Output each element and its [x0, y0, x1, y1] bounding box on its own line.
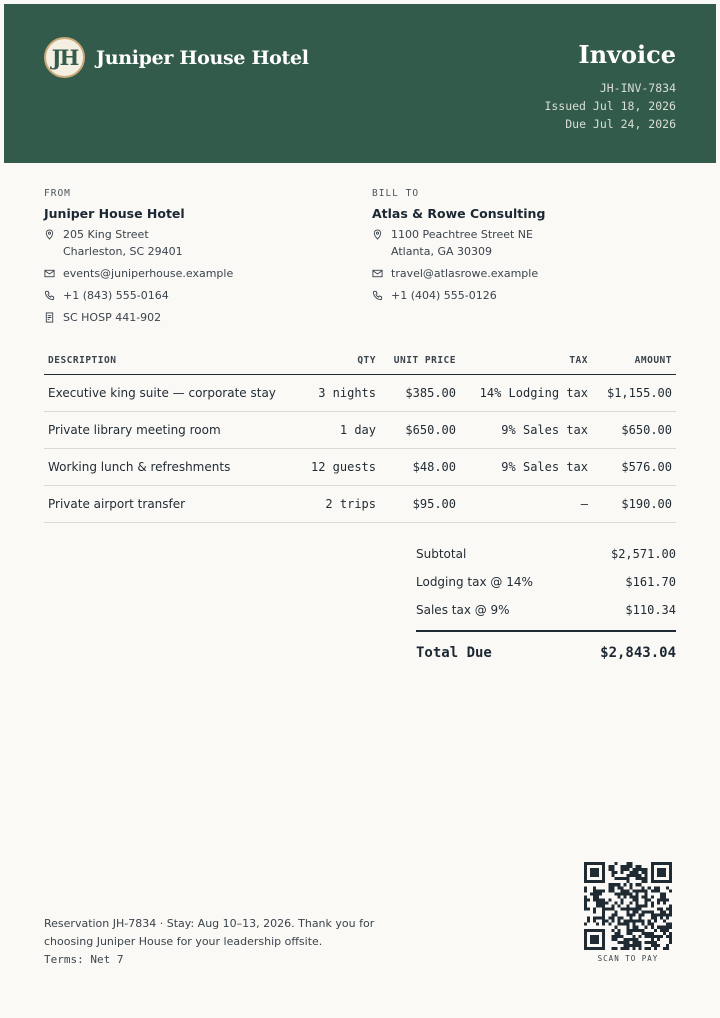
- totals-section: [416, 540, 676, 661]
- row-amount: $650.00: [592, 411, 676, 448]
- col-description: DESCRIPTION: [44, 348, 292, 374]
- sales-tax-row: [416, 596, 676, 624]
- bill-to-email-row: [372, 265, 672, 282]
- issued-date: Issued Jul 18, 2026: [544, 99, 676, 113]
- row-description: Private airport transfer: [44, 485, 292, 522]
- logo-initials: JH: [51, 45, 78, 70]
- from-section: [44, 188, 344, 326]
- line-items-table: [44, 348, 676, 523]
- mail-icon: [372, 265, 391, 282]
- row-amount: $576.00: [592, 448, 676, 485]
- from-tax-id: SC HOSP 441-902: [63, 311, 162, 324]
- total-due-label: Total Due: [416, 645, 492, 661]
- sales-tax-label: Sales tax @ 9%: [416, 603, 510, 617]
- row-qty: 1 day: [292, 411, 380, 448]
- table-row: [44, 485, 676, 522]
- qr-label: SCAN TO PAY: [597, 954, 659, 963]
- mail-icon: [44, 265, 63, 282]
- from-label: FROM: [44, 188, 71, 199]
- from-name: Juniper House Hotel: [44, 206, 185, 221]
- invoice-meta: [544, 79, 676, 133]
- table-header-row: [44, 348, 676, 374]
- bill-to-address-line1: 1100 Peachtree Street NE: [391, 228, 533, 241]
- bill-to-label: BILL TO: [372, 188, 420, 199]
- row-tax: 9% Sales tax: [460, 411, 592, 448]
- from-phone-row: [44, 287, 344, 304]
- invoice-number: JH-INV-7834: [599, 81, 676, 95]
- table-row: [44, 374, 676, 411]
- brand: [44, 37, 309, 78]
- lodging-tax-row: [416, 568, 676, 596]
- lodging-tax-value: $161.70: [625, 575, 676, 589]
- phone-icon: [372, 287, 391, 304]
- row-unit-price: $650.00: [380, 411, 460, 448]
- total-due-row: [416, 645, 676, 661]
- hotel-logo: [44, 37, 85, 78]
- bill-to-address: [372, 226, 672, 260]
- row-unit-price: $95.00: [380, 485, 460, 522]
- row-qty: 12 guests: [292, 448, 380, 485]
- due-date: Due Jul 24, 2026: [565, 117, 676, 131]
- subtotal-row: [416, 540, 676, 568]
- lodging-tax-label: Lodging tax @ 14%: [416, 575, 533, 589]
- from-phone: +1 (843) 555-0164: [63, 289, 169, 302]
- totals-divider: [416, 630, 676, 632]
- table-row: [44, 448, 676, 485]
- col-amount: AMOUNT: [592, 348, 676, 374]
- location-pin-icon: [372, 226, 391, 243]
- row-tax: 9% Sales tax: [460, 448, 592, 485]
- bill-to-phone: +1 (404) 555-0126: [391, 289, 497, 302]
- footer-note: [44, 915, 404, 969]
- row-description: Executive king suite — corporate stay: [44, 374, 292, 411]
- row-description: Private library meeting room: [44, 411, 292, 448]
- from-email-row: [44, 265, 344, 282]
- col-unit-price: UNIT PRICE: [380, 348, 460, 374]
- row-qty: 3 nights: [292, 374, 380, 411]
- from-address: [44, 226, 344, 260]
- from-address-line2: Charleston, SC 29401: [63, 245, 183, 258]
- bill-to-email: travel@atlasrowe.example: [391, 267, 539, 280]
- phone-icon: [44, 287, 63, 304]
- from-taxid-row: [44, 309, 344, 326]
- bill-to-name: Atlas & Rowe Consulting: [372, 206, 546, 221]
- total-due-value: $2,843.04: [600, 645, 676, 661]
- invoice-header: [4, 4, 716, 163]
- brand-name: Juniper House Hotel: [96, 46, 309, 69]
- reservation-note-line1: Reservation JH-7834 · Stay: Aug 10–13, 2026. Thank you for: [44, 917, 375, 930]
- table-row: [44, 411, 676, 448]
- row-unit-price: $385.00: [380, 374, 460, 411]
- sales-tax-value: $110.34: [625, 603, 676, 617]
- document-icon: [44, 309, 63, 326]
- row-amount: $190.00: [592, 485, 676, 522]
- row-tax: 14% Lodging tax: [460, 374, 592, 411]
- bill-to-phone-row: [372, 287, 672, 304]
- bill-to-address-line2: Atlanta, GA 30309: [391, 245, 492, 258]
- row-tax: —: [460, 485, 592, 522]
- reservation-note-line2: choosing Juniper House for your leadership offsite.: [44, 935, 323, 948]
- qr-code-icon[interactable]: [584, 862, 672, 950]
- invoice-title: Invoice: [578, 40, 676, 69]
- row-amount: $1,155.00: [592, 374, 676, 411]
- subtotal-label: Subtotal: [416, 547, 467, 561]
- row-description: Working lunch & refreshments: [44, 448, 292, 485]
- payment-terms: Terms: Net 7: [44, 953, 124, 966]
- row-qty: 2 trips: [292, 485, 380, 522]
- from-email: events@juniperhouse.example: [63, 267, 234, 280]
- subtotal-value: $2,571.00: [610, 547, 676, 561]
- location-pin-icon: [44, 226, 63, 243]
- col-tax: TAX: [460, 348, 592, 374]
- bill-to-section: [372, 188, 672, 304]
- from-address-line1: 205 King Street: [63, 228, 149, 241]
- col-qty: QTY: [292, 348, 380, 374]
- row-unit-price: $48.00: [380, 448, 460, 485]
